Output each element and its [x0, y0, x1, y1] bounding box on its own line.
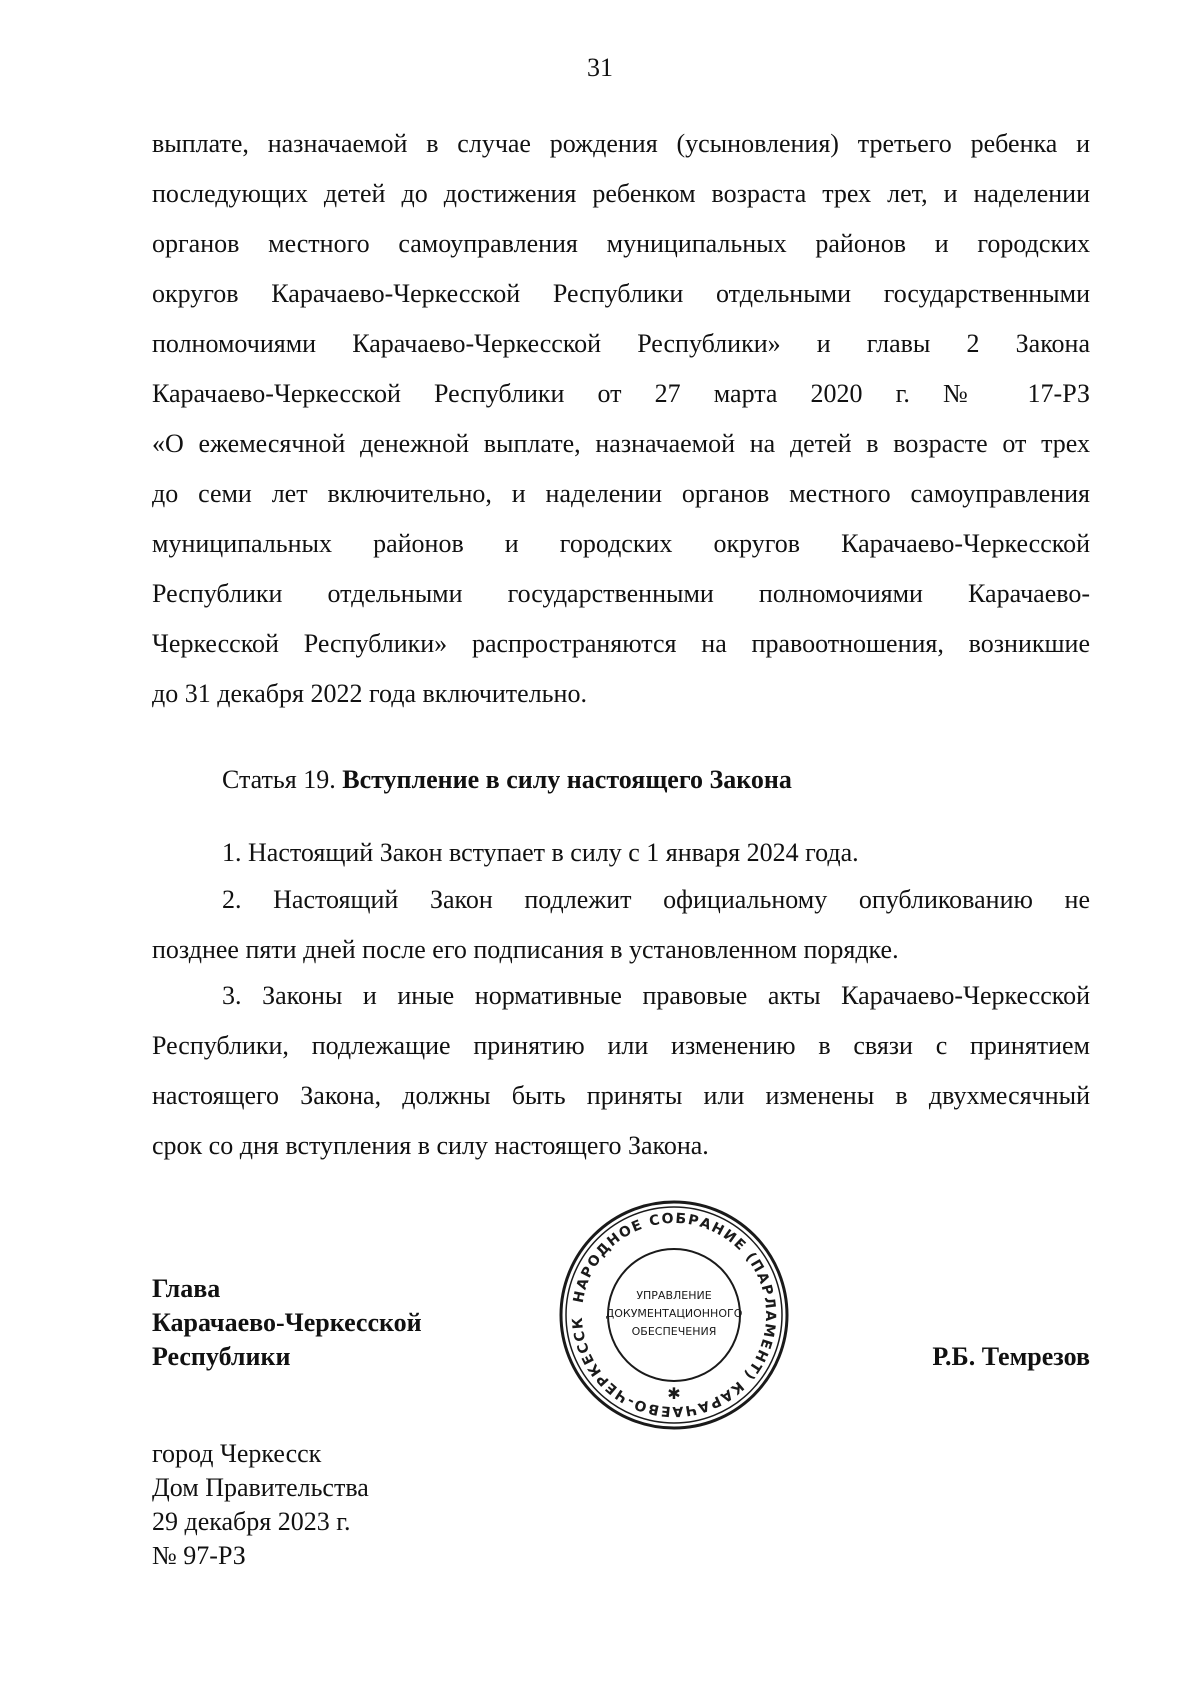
paragraph-2 — [152, 875, 1090, 975]
text-line: полномочиями Карачаево-Черкесской Республики» и главы 2 Закона — [152, 329, 1090, 358]
text-line: округов Карачаево-Черкесской Республики отдельными государственными — [152, 279, 1090, 308]
signatory-title-line: Республики — [152, 1342, 291, 1371]
article-number: Статья 19. — [222, 765, 343, 794]
text-line: «О ежемесячной денежной выплате, назначаемой на детей в возрасте от трех — [152, 429, 1090, 458]
text-line: последующих детей до достижения ребенком возраста трех лет, и наделении — [152, 179, 1090, 208]
article-title: Вступление в силу настоящего Закона — [342, 765, 792, 794]
official-seal — [554, 1195, 794, 1435]
intro-paragraph — [152, 119, 1090, 719]
text-line: 3. Законы и иные нормативные правовые акты Карачаево-Черкесской — [222, 981, 1090, 1010]
text-line: до семи лет включительно, и наделении органов местного самоуправления — [152, 479, 1090, 508]
text-line: до 31 декабря 2022 года включительно. — [152, 679, 587, 708]
seal-center-line: ОБЕСПЕЧЕНИЯ — [631, 1325, 717, 1338]
page-number: 31 — [587, 53, 613, 82]
signatory-title-line: Карачаево-Черкесской — [152, 1308, 422, 1337]
text-line: органов местного самоуправления муниципальных районов и городских — [152, 229, 1090, 258]
text-line: 2. Настоящий Закон подлежит официальному опубликованию не — [222, 885, 1090, 914]
seal-center-line: ДОКУМЕНТАЦИОННОГО — [605, 1307, 743, 1320]
text-line: выплате, назначаемой в случае рождения (усыновления) третьего ребенка и — [152, 129, 1090, 158]
place-line: город Черкесск — [152, 1439, 322, 1468]
text-line: Республики, подлежащие принятию или изменению в связи с принятием — [152, 1031, 1090, 1060]
law-number: № 97-РЗ — [152, 1541, 246, 1570]
signatory-title — [152, 1272, 422, 1374]
text-line: настоящего Закона, должны быть приняты или изменены в двухмесячный — [152, 1081, 1090, 1110]
text-line: позднее пяти дней после его подписания в установленном порядке. — [152, 935, 899, 964]
text-line: Черкесской Республики» распространяются на правоотношения, возникшие — [152, 629, 1090, 658]
seal-outer-text: НАРОДНОЕ СОБРАНИЕ (ПАРЛАМЕНТ) КАРАЧАЕВО-ЧЕРКЕССК — [569, 1210, 779, 1420]
place-and-date — [152, 1437, 369, 1573]
text-line: муниципальных районов и городских округов Карачаево-Черкесской — [152, 529, 1090, 558]
text-line: срок со дня вступления в силу настоящего Закона. — [152, 1131, 709, 1160]
signatory-name: Р.Б. Темрезов — [932, 1342, 1090, 1371]
text-line: Республики отдельными государственными полномочиями Карачаево- — [152, 579, 1090, 608]
place-line: Дом Правительства — [152, 1473, 369, 1502]
text-line: Карачаево-Черкесской Республики от 27 марта 2020 г. № 17-РЗ — [152, 379, 1090, 408]
date-line: 29 декабря 2023 г. — [152, 1507, 351, 1536]
paragraph-3 — [152, 971, 1090, 1171]
seal-star-icon: ✱ — [667, 1384, 681, 1403]
article-heading — [222, 755, 792, 805]
paragraph-1: 1. Настоящий Закон вступает в силу с 1 января 2024 года. — [222, 838, 859, 867]
signatory-title-line: Глава — [152, 1274, 221, 1303]
seal-graphic — [554, 1195, 794, 1435]
seal-center-line: УПРАВЛЕНИЕ — [636, 1289, 712, 1302]
